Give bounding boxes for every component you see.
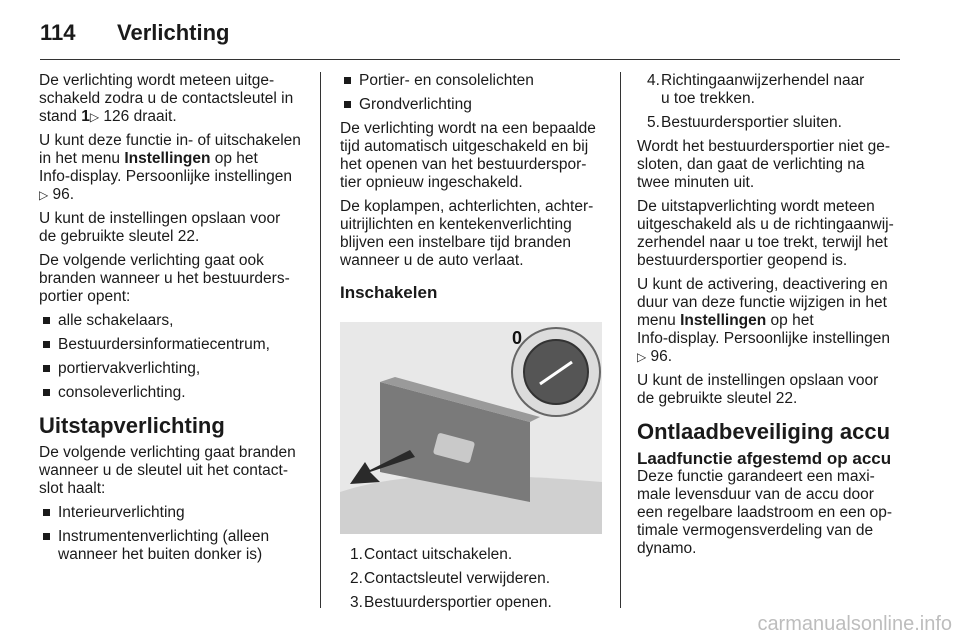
section-heading: Inschakelen xyxy=(340,283,438,302)
paragraph: De verlichting wordt meteen uitge- schakeld zodra u de contactsleutel in stand 1▷ 126 draait. xyxy=(39,72,294,125)
section-heading: Uitstapverlichting xyxy=(39,413,225,438)
paragraph: U kunt de instellingen opslaan voor de gebruikte sleutel 22. xyxy=(637,372,879,407)
paragraph: De koplampen, achterlichten, achter- uitrijlichten en kentekenverlichting blijven een instelbare tijd branden wanneer u de auto verlaat. xyxy=(340,198,594,269)
list-item: 4. Richtingaanwijzerhendel naar u toe trekken. xyxy=(647,72,865,107)
header-rule xyxy=(40,59,900,60)
list-item: Portier- en consolelichten xyxy=(340,72,606,90)
paragraph: U kunt de instellingen opslaan voor de gebruikte sleutel 22. xyxy=(39,210,281,245)
list-item: alle schakelaars, xyxy=(39,312,307,330)
column-divider xyxy=(620,72,621,608)
paragraph: Wordt het bestuurdersportier niet ge- sloten, dan gaat de verlichting na twee minuten uit. xyxy=(637,138,891,191)
watermark: carmanualsonline.info xyxy=(757,613,952,635)
paragraph: U kunt de activering, deactivering en duur van deze functie wijzigen in het menu Instellingen op het Info-display. Persoonlijke instellingen ▷ 96. xyxy=(637,276,891,365)
paragraph: Deze functie garandeert een maxi- male levensduur van de accu door een regelbare laadstroom en een op- timale vermogensverdeling van de dynamo. xyxy=(637,468,893,557)
illustration xyxy=(340,322,602,534)
reference-arrow-icon: ▷ xyxy=(637,350,647,364)
list-item: 5. Bestuurdersportier sluiten. xyxy=(647,114,842,131)
list-item: Interieurverlichting xyxy=(39,504,307,522)
column-2 xyxy=(340,72,606,618)
list-item: Grondverlichting xyxy=(340,96,606,114)
list-item: 2. Contactsleutel verwijderen. xyxy=(350,570,551,587)
paragraph: De volgende verlichting gaat branden wanneer u de sleutel uit het contact- slot haalt: xyxy=(39,444,296,497)
list-item: 1. Contact uitschakelen. xyxy=(350,546,513,563)
column-3 xyxy=(637,72,903,564)
paragraph: U kunt deze functie in- of uitschakelen in het menu Instellingen op het Info-display. Persoonlijke instellingen ▷ 96. xyxy=(39,132,301,203)
reference-arrow-icon: ▷ xyxy=(39,188,49,202)
turn-signal-lever-illustration xyxy=(340,322,602,534)
page-number: 114 xyxy=(40,20,76,45)
list-item: 3. Bestuurdersportier openen. xyxy=(350,594,552,611)
paragraph: De volgende verlichting gaat ook branden wanneer u het bestuurders- portier opent: xyxy=(39,252,290,305)
column-1 xyxy=(39,72,307,570)
section-heading: Ontlaadbeveiliging accu xyxy=(637,419,891,444)
column-divider xyxy=(320,72,321,608)
list-item: Instrumentenverlichting (alleen wanneer het buiten donker is) xyxy=(39,528,307,564)
reference-arrow-icon: ▷ xyxy=(89,110,100,124)
subsection-heading: Laadfunctie afgestemd op accu xyxy=(637,449,892,468)
key-position-label: 0 xyxy=(512,328,523,348)
paragraph: De uitstapverlichting wordt meteen uitgeschakeld als u de richtingaanwij- zerhendel naar u toe trekt, terwijl het bestuurdersportier geopend is. xyxy=(637,198,894,269)
list-item: Bestuurdersinformatiecentrum, xyxy=(39,336,307,354)
list-item: portiervakverlichting, xyxy=(39,360,307,378)
page-title: Verlichting xyxy=(117,20,230,45)
page-header xyxy=(0,0,960,60)
list-item: consoleverlichting. xyxy=(39,384,307,402)
paragraph: De verlichting wordt na een bepaalde tijd automatisch uitgeschakeld en bij het openen van het bestuurderspor- tier opnieuw ingeschakeld. xyxy=(340,120,596,191)
